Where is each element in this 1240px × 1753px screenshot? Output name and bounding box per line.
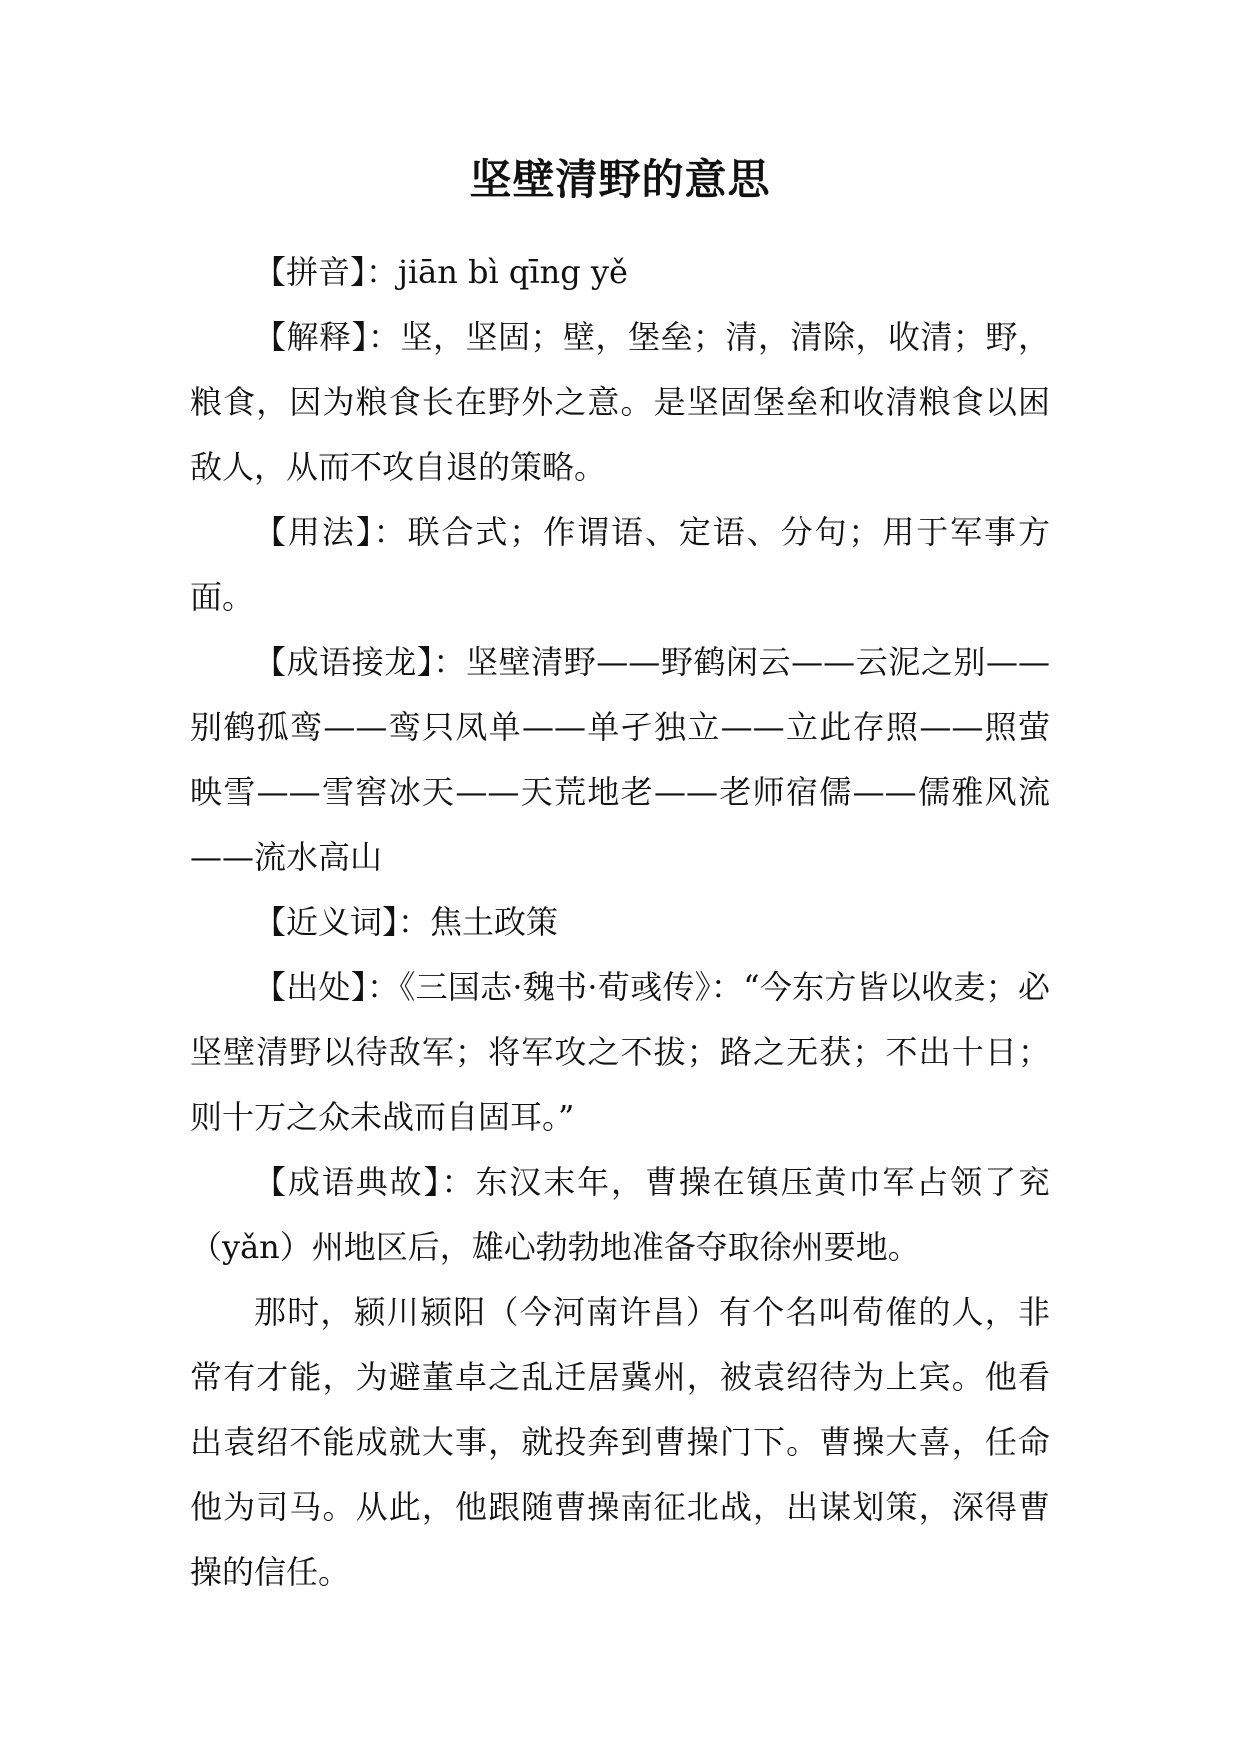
story-paragraph: 那时，颍川颍阳（今河南许昌）有个名叫荀傕的人，非常有才能，为避董卓之乱迁居冀州，被袁绍待为上宾。他看出袁绍不能成就大事，就投奔到曹操门下。曹操大喜，任命他为司马。从此，他跟随曹操南征北战，出谋划策，深得曹操的信任。 [190, 1293, 1050, 1591]
section-label: 【用法】： [254, 513, 408, 551]
section-label: 【成语典故】： [254, 1163, 476, 1201]
document-body [190, 240, 1050, 1605]
section-text: 坚壁清野——野鹤闲云——云泥之别——别鹤孤鸾——鸾只凤单——单孑独立——立此存照——照萤映雪——雪窖冰天——天荒地老——老师宿儒——儒雅风流——流水高山 [190, 643, 1050, 876]
section-text: 联合式；作谓语、定语、分句；用于军事方面。 [190, 513, 1050, 616]
section-usage [190, 500, 1050, 630]
section-label: 【出处】： [254, 968, 400, 1006]
section-text: 《三国志·魏书·荀彧传》：“今东方皆以收麦；必坚壁清野以待敌军；将军攻之不拔；路之无获；不出十日；则十万之众未战而自固耳。” [190, 968, 1050, 1136]
section-text: jiān bì qīng yě [398, 253, 628, 291]
section-label: 【拼音】： [254, 253, 399, 291]
section-explanation [190, 305, 1050, 500]
section-idiom-chain [190, 630, 1050, 890]
section-label: 【近义词】： [254, 903, 431, 941]
section-source [190, 955, 1050, 1150]
section-text: 坚，坚固；壁，堡垒；清，清除，收清；野，粮食，因为粮食长在野外之意。是坚固堡垒和收清粮食以困敌人，从而不攻自退的策略。 [190, 318, 1050, 486]
section-pinyin [190, 240, 1050, 305]
page-title: 坚壁清野的意思 [469, 155, 771, 204]
section-label: 【解释】： [254, 318, 401, 356]
section-allusion [190, 1150, 1050, 1280]
section-text: 焦土政策 [430, 903, 559, 941]
section-synonym [190, 890, 1050, 955]
section-label: 【成语接龙】： [254, 643, 466, 681]
section-text: 东汉末年，曹操在镇压黄巾军占领了兖（yǎn）州地区后，雄心勃勃地准备夺取徐州要地。 [190, 1163, 1050, 1266]
